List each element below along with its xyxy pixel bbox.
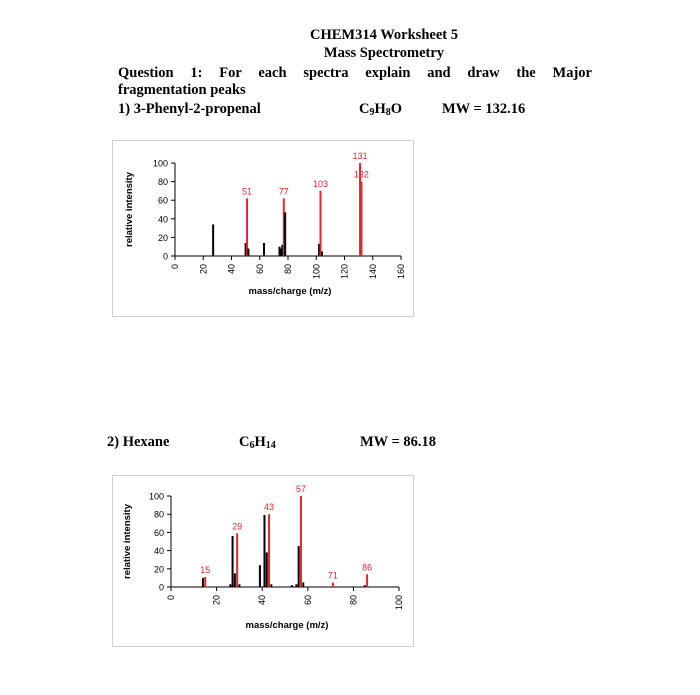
peak-label: 131 <box>352 151 368 161</box>
spectrum-chart-1 <box>112 140 414 317</box>
peak-label: 51 <box>242 186 253 197</box>
y-tick-label: 100 <box>148 491 164 502</box>
x-tick-label: 80 <box>348 595 359 606</box>
x-tick-label: 100 <box>394 595 404 611</box>
x-tick-label: 0 <box>166 595 176 601</box>
compound1-mw: MW = 132.16 <box>442 101 526 117</box>
y-tick-label: 80 <box>157 177 168 188</box>
x-axis-label: mass/charge (m/z) <box>245 620 329 631</box>
y-tick-label: 0 <box>158 582 164 593</box>
spectrum-chart-2 <box>112 475 414 647</box>
x-tick-label: 20 <box>198 264 209 275</box>
compound2-mw: MW = 86.18 <box>360 434 437 450</box>
peak-label: 132 <box>353 169 369 180</box>
peak-label: 103 <box>312 178 329 189</box>
y-tick-label: 60 <box>153 527 164 538</box>
x-tick-label: 40 <box>226 264 237 275</box>
x-tick-label: 120 <box>339 264 350 280</box>
y-tick-label: 40 <box>157 214 168 225</box>
x-tick-label: 100 <box>311 264 322 280</box>
y-tick-label: 20 <box>157 232 168 243</box>
peak-label: 86 <box>362 562 373 573</box>
y-tick-label: 100 <box>152 158 168 169</box>
peak-label: 29 <box>232 521 243 532</box>
y-tick-label: 80 <box>153 509 164 520</box>
peak-label: 71 <box>327 570 338 581</box>
x-tick-label: 80 <box>283 264 293 275</box>
spectrum-2-svg <box>113 476 413 646</box>
compound2-formula: $C_6H_{14}$ <box>239 434 276 451</box>
spectrum-1-svg <box>113 141 413 316</box>
y-tick-label: 60 <box>157 195 168 206</box>
y-tick-label: 40 <box>153 546 164 557</box>
y-tick-label: 0 <box>162 251 168 262</box>
peak-label: 77 <box>278 186 289 197</box>
x-tick-label: 40 <box>257 595 268 606</box>
question-continuation: fragmentation peaks <box>118 82 246 98</box>
compound1-formula: $C_9H_8O$ <box>359 101 403 118</box>
compound1-name: 1) 3-Phenyl-2-propenal <box>118 101 261 117</box>
x-axis-label: mass/charge (m/z) <box>248 286 332 297</box>
y-axis-label: relative intensity <box>124 172 135 247</box>
worksheet-subtitle: Mass Spectrometry <box>323 45 445 61</box>
y-axis-label: relative intensity <box>122 504 133 579</box>
peak-label: 15 <box>200 564 211 575</box>
x-tick-label: 60 <box>254 264 265 275</box>
y-tick-label: 20 <box>153 564 164 575</box>
x-tick-label: 20 <box>211 595 222 606</box>
compound2-name: 2) Hexane <box>107 434 170 450</box>
question-text: Question 1: For each spectra explain and draw the Major <box>118 65 592 81</box>
x-tick-label: 140 <box>367 264 378 280</box>
worksheet-title: CHEM314 Worksheet 5 <box>310 27 458 43</box>
peak-label: 57 <box>295 484 306 494</box>
peak-label: 43 <box>264 502 275 513</box>
x-tick-label: 160 <box>396 264 406 280</box>
x-tick-label: 60 <box>302 595 313 606</box>
x-tick-label: 0 <box>170 264 180 270</box>
